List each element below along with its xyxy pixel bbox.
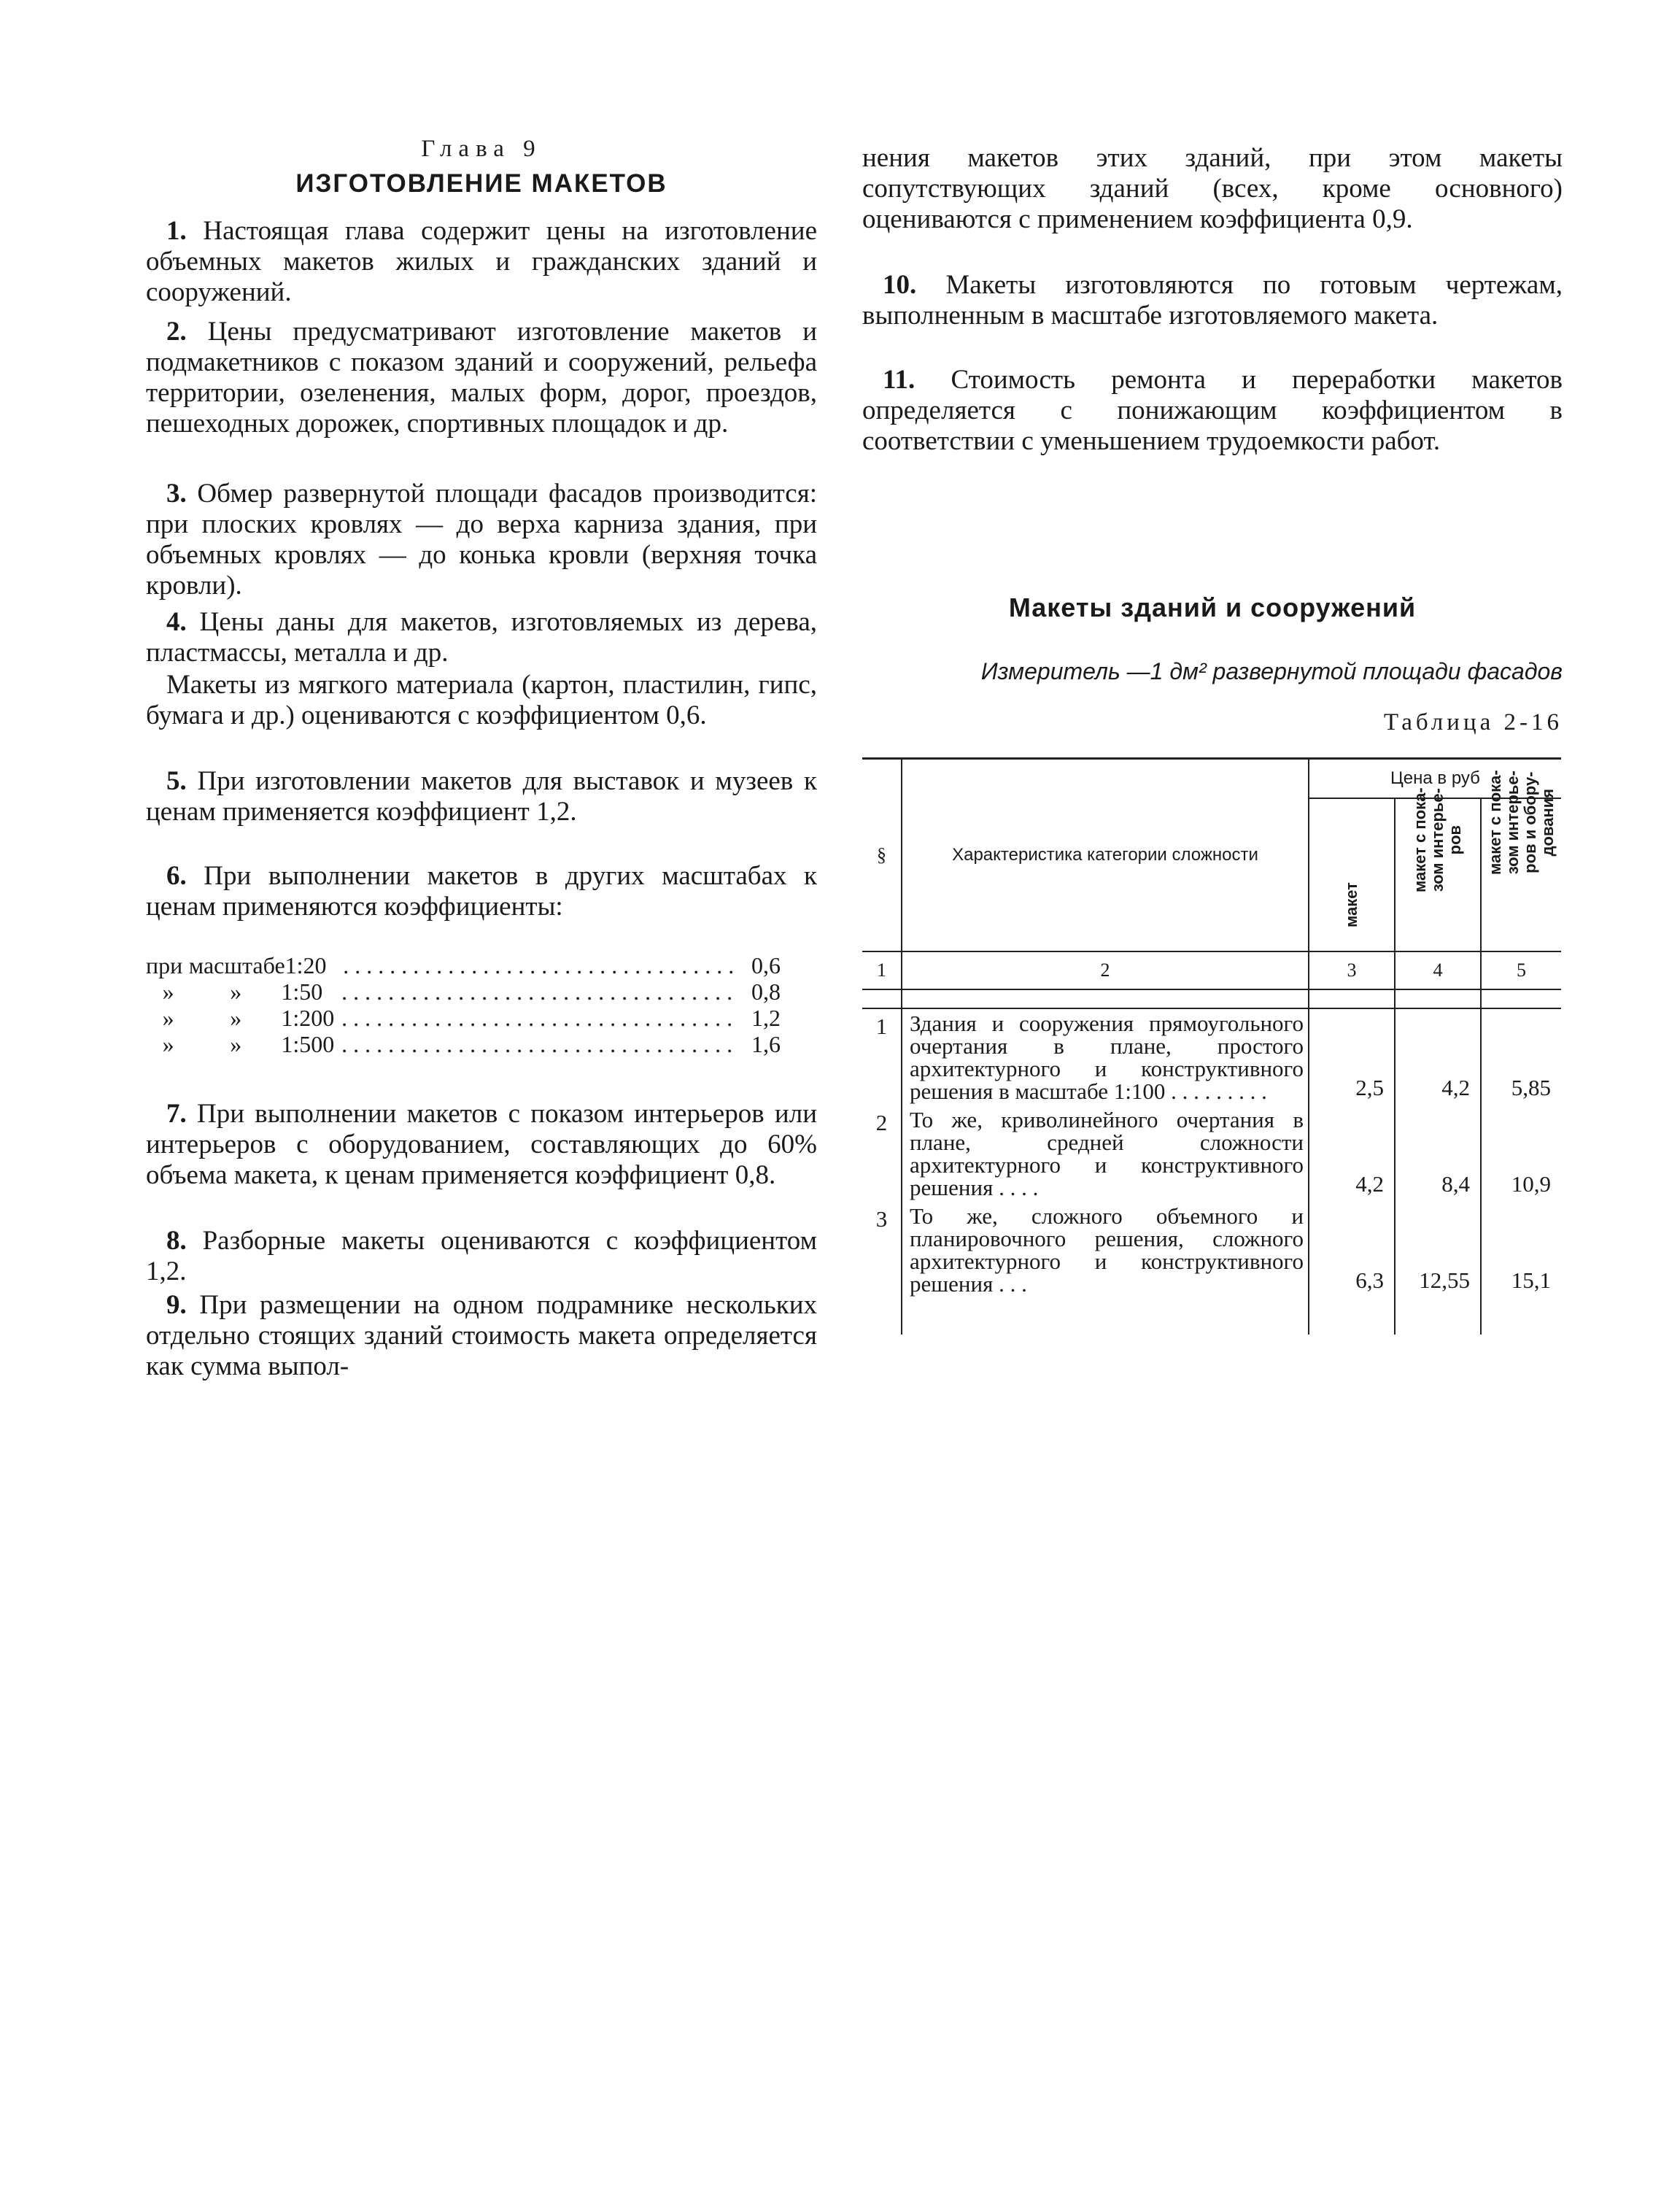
table-row: 3 То же, сложного объемного и планировочного решения, сложного архитектурного и конструктивного решения . . . 6,3 12,55 15,1	[862, 1202, 1561, 1298]
paragraph-11: 11. Стоимость ремонта и переработки макетов определяется с понижающим коэффициентом в соответствии с уменьшением трудоемкости работ.	[862, 365, 1563, 456]
scale-coefficients	[146, 952, 781, 1057]
paragraph-3: 3. Обмер развернутой площади фасадов производится: при плоских кровлях — до верха карниза здания, при объемных кровлях — до конька кровли (верхняя точка кровли).	[146, 479, 817, 601]
scale-row: » » 1:500 .................................. 1,6	[162, 1031, 781, 1057]
paragraph-4: 4. Цены даны для макетов, изготовляемых из дерева, пластмассы, металла и др.	[146, 607, 817, 668]
header-col-4: макет с пока- зом интерье- ров	[1395, 798, 1481, 951]
scale-row: при масштабе 1:20 .................................. 0,6	[146, 952, 781, 978]
table-number: Таблица 2-16	[1383, 709, 1563, 735]
table-title: Макеты зданий и сооружений	[1008, 592, 1417, 622]
paragraph-4-note: Макеты из мягкого материала (картон, пластилин, гипс, бумага и др.) оцениваются с коэффициентом 0,6.	[146, 670, 817, 730]
paragraph-2: 2. Цены предусматривают изготовление макетов и подмакетников с показом зданий и сооружений, рельефа территории, озеленения, малых форм, дорог, проездов, пешеходных дорожек, спортивных площадок и др.	[146, 317, 817, 439]
header-section: §	[862, 759, 902, 952]
header-col-3: макет	[1309, 798, 1395, 951]
table-measure: Измеритель —1 дм² развернутой площади фасадов	[980, 658, 1563, 684]
paragraph-6: 6. При выполнении макетов в других масштабах к ценам применяются коэффициенты:	[146, 861, 817, 922]
scale-row: » » 1:200 .................................. 1,2	[162, 1005, 781, 1031]
paragraph-1: 1. Настоящая глава содержит цены на изготовление объемных макетов жилых и гражданских зданий и сооружений.	[146, 216, 817, 307]
paragraph-10: 10. Макеты изготовляются по готовым чертежам, выполненным в масштабе изготовляемого макета.	[862, 270, 1563, 331]
paragraph-9: 9. При размещении на одном подрамнике нескольких отдельно стоящих зданий стоимость макета определяется как сумма выпол-	[146, 1290, 817, 1381]
paragraph-9-cont: нения макетов этих зданий, при этом макеты сопутствующих зданий (всех, кроме основного) оцениваются с применением коэффициента 0,9.	[862, 143, 1563, 234]
header-characteristic: Характеристика категории сложности	[902, 759, 1309, 952]
paragraph-5: 5. При изготовлении макетов для выставок и музеев к ценам применяется коэффициент 1,2.	[146, 766, 817, 827]
paragraph-7: 7. При выполнении макетов с показом интерьеров или интерьеров с оборудованием, составляющих до 60% объема макета, к ценам применяется коэффициент 0,8.	[146, 1099, 817, 1190]
scale-row: » » 1:50 .................................. 0,8	[162, 978, 781, 1005]
column-index-row: 1 2 3 4 5	[862, 951, 1561, 989]
table-row: 1 Здания и сооружения прямоугольного очертания в плане, простого архитектурного и конструктивного решения в масштабе 1:100 . . . . . . . . . 2,5 4,2 5,85	[862, 1008, 1561, 1105]
header-price-group: Цена в руб	[1309, 759, 1561, 799]
price-table	[862, 757, 1561, 1335]
header-col-5: макет с пока- зом интерье- ров и обору- дования	[1481, 798, 1561, 951]
paragraph-8: 8. Разборные макеты оцениваются с коэффициентом 1,2.	[146, 1226, 817, 1286]
chapter-label: Глава 9	[421, 136, 542, 162]
chapter-title: ИЗГОТОВЛЕНИЕ МАКЕТОВ	[295, 169, 667, 198]
table-row: 2 То же, криволинейного очертания в плане, средней сложности архитектурного и конструктивного решения . . . . 4,2 8,4 10,9	[862, 1105, 1561, 1202]
